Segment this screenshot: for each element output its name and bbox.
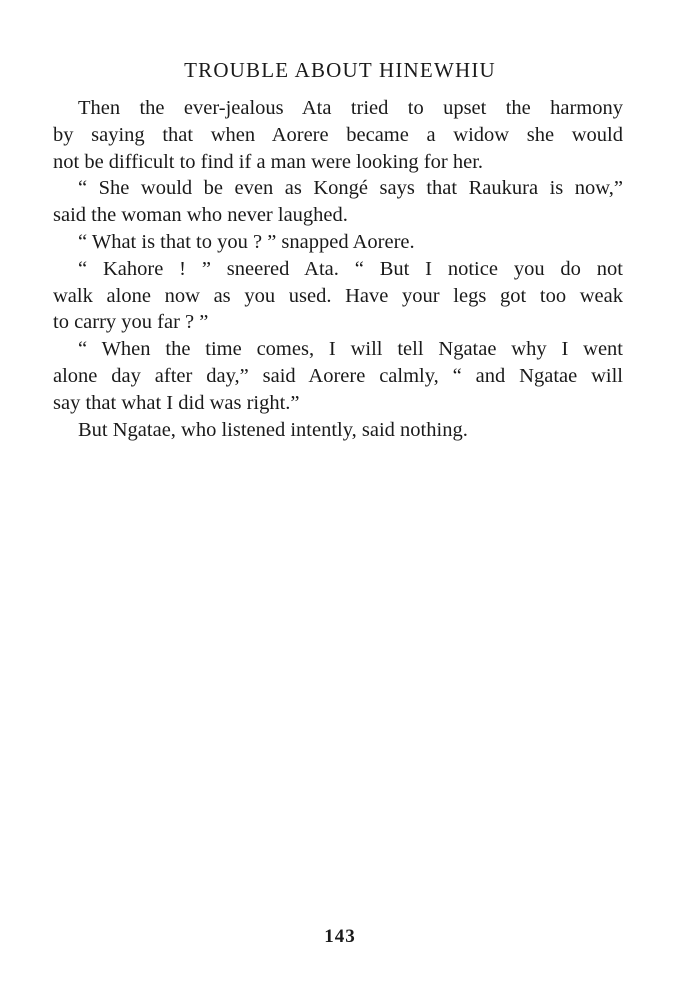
text-line: “ Kahore ! ” sneered Ata. “ But I notice you do not bbox=[78, 257, 623, 280]
text-line: walk alone now as you used. Have your legs got too weak bbox=[53, 284, 623, 307]
text-line: to carry you far ? ” bbox=[53, 311, 209, 334]
text-line: “ When the time comes, I will tell Ngatae why I went bbox=[78, 338, 623, 361]
text-line: alone day after day,” said Aorere calmly, “ and Ngatae will bbox=[53, 364, 623, 387]
text-line: by saying that when Aorere became a widow she would bbox=[53, 123, 623, 146]
text-line: “ She would be even as Kongé says that Raukura is now,” bbox=[78, 177, 623, 200]
text-line: “ What is that to you ? ” snapped Aorere. bbox=[78, 230, 415, 253]
text-line: say that what I did was right.” bbox=[53, 391, 300, 414]
text-line: But Ngatae, who listened intently, said nothing. bbox=[78, 418, 468, 441]
page-number: 143 bbox=[324, 926, 356, 947]
text-line: said the woman who never laughed. bbox=[53, 204, 348, 227]
text-line: Then the ever-jealous Ata tried to upset the harmony bbox=[78, 97, 623, 119]
body-text bbox=[53, 95, 623, 443]
running-head: TROUBLE ABOUT HINEWHIU bbox=[184, 58, 496, 82]
text-line: not be difficult to find if a man were looking for her. bbox=[53, 150, 484, 173]
